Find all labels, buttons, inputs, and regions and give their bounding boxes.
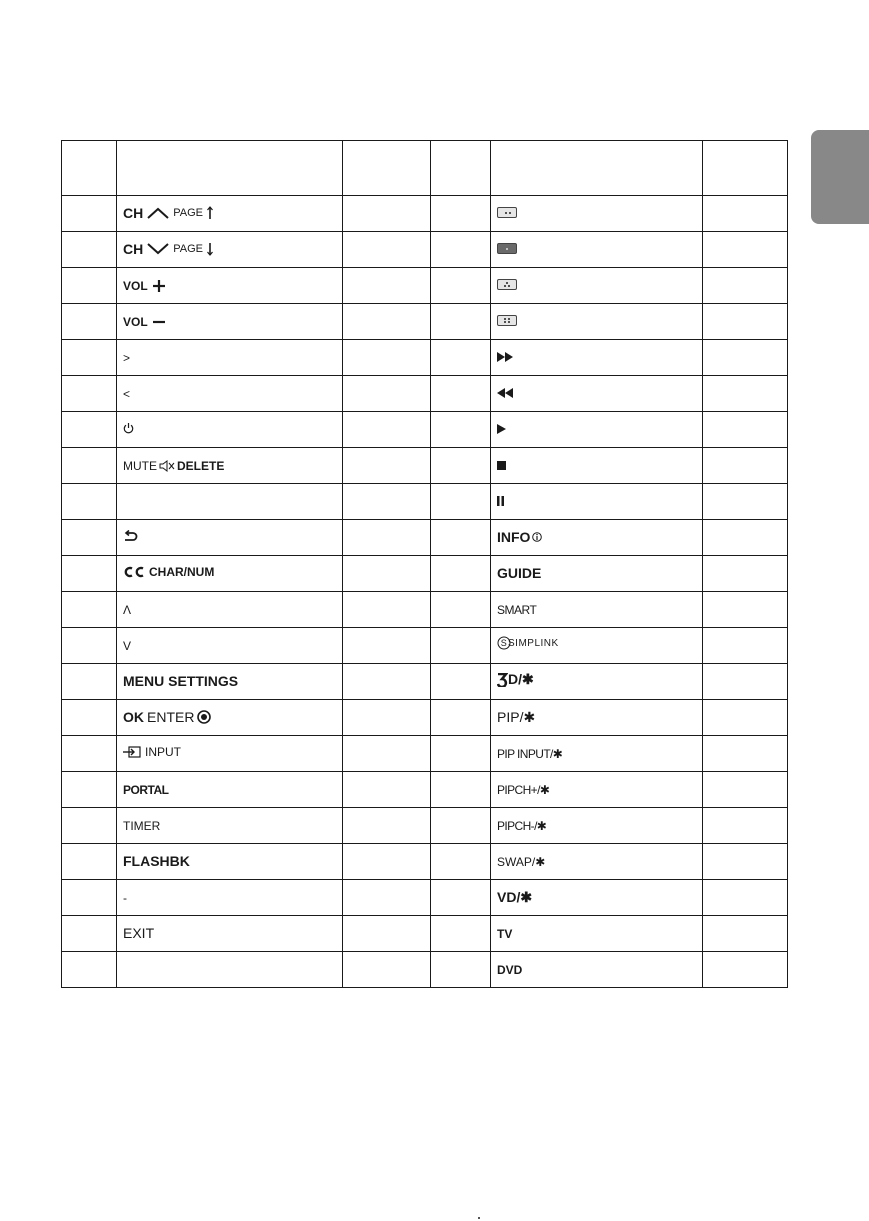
- table-row: [62, 232, 788, 268]
- key-back: [117, 530, 139, 542]
- key-portal: PORTAL: [123, 782, 169, 797]
- key-color-four-dots: [491, 315, 517, 326]
- color-button-icon: [497, 315, 517, 326]
- svg-text:S: S: [500, 638, 508, 648]
- table-row: [62, 916, 788, 952]
- table-row: [62, 376, 788, 412]
- table-row: [62, 196, 788, 232]
- key-tv: TV: [497, 926, 513, 941]
- language-tab: [811, 130, 869, 224]
- page-down-arrow-icon: [207, 242, 213, 256]
- key-cc-char-num: CHAR/NUM: [117, 565, 214, 579]
- key-ch-down-page-down: CH PAGE: [117, 241, 213, 257]
- key-ch-up-page-up: CH PAGE: [117, 205, 213, 221]
- table-row: [62, 880, 788, 916]
- color-button-icon: [497, 207, 517, 218]
- power-icon: [123, 422, 134, 434]
- key-swap: SWAP/✱: [497, 854, 546, 869]
- table-row: [62, 592, 788, 628]
- mute-icon: [159, 460, 175, 472]
- table-row: [62, 628, 788, 664]
- key-ok-enter: OK ENTER: [117, 709, 211, 725]
- table-row: [62, 664, 788, 700]
- table-row: [62, 304, 788, 340]
- color-button-icon: [497, 279, 517, 290]
- chevron-up-icon: [147, 207, 169, 219]
- header-cell: [343, 141, 431, 196]
- table-row: [62, 700, 788, 736]
- plus-icon: [152, 279, 166, 293]
- page-up-arrow-icon: [207, 206, 213, 220]
- key-timer: TIMER: [123, 818, 161, 833]
- key-simplink: S SIMPLINK: [491, 636, 559, 650]
- enter-icon: [197, 710, 211, 724]
- fast-forward-icon: [497, 352, 513, 362]
- key-guide: GUIDE: [497, 564, 542, 581]
- key-input: INPUT: [117, 745, 181, 759]
- 3d-icon: [497, 673, 508, 687]
- table-row: [62, 844, 788, 880]
- key-color-two-dots: [491, 207, 517, 218]
- key-vd: VD/✱: [497, 888, 533, 905]
- key-stop: [491, 461, 506, 470]
- key-dvd: DVD: [497, 962, 523, 977]
- header-cell: [62, 141, 117, 196]
- key-left: <: [123, 386, 131, 401]
- key-menu-settings: MENU SETTINGS: [123, 672, 239, 689]
- page-mark: [478, 1217, 480, 1219]
- key-flashbk: FLASHBK: [123, 852, 190, 869]
- table-row: [62, 268, 788, 304]
- key-vol-minus: VOL: [117, 315, 166, 329]
- key-3d: D/✱: [491, 671, 534, 688]
- key-pip: PIP/✱: [497, 708, 536, 725]
- key-vol-plus: VOL: [117, 279, 166, 293]
- key-color-one-dot: [491, 243, 517, 254]
- cc-icon: [123, 566, 145, 578]
- key-rewind: [491, 388, 513, 398]
- key-pip-input: PIP INPUT/✱: [497, 746, 563, 761]
- minus-icon: [152, 315, 166, 329]
- rewind-icon: [497, 388, 513, 398]
- table-row: [62, 736, 788, 772]
- key-down: V: [123, 638, 132, 653]
- table-row: [62, 808, 788, 844]
- key-pause: [491, 496, 504, 506]
- table-row: [62, 952, 788, 988]
- table-row: [62, 556, 788, 592]
- table-row: [62, 412, 788, 448]
- key-pipch-minus: PIPCH-/✱: [497, 818, 547, 833]
- table-row: [62, 520, 788, 556]
- key-up: Λ: [123, 602, 132, 617]
- key-play: [491, 424, 506, 434]
- key-mute-delete: MUTE DELETE: [123, 458, 225, 473]
- pause-icon: [497, 496, 504, 506]
- header-cell: [431, 141, 491, 196]
- key-power: [117, 422, 134, 434]
- key-info: INFO: [491, 529, 542, 545]
- chevron-down-icon: [147, 243, 169, 255]
- input-icon: [123, 746, 141, 758]
- key-exit: EXIT: [123, 924, 155, 941]
- play-icon: [497, 424, 506, 434]
- color-button-icon: [497, 243, 517, 254]
- header-cell: [703, 141, 788, 196]
- info-icon: [532, 532, 542, 542]
- key-dash: -: [123, 890, 127, 905]
- key-smart: SMART: [497, 602, 537, 617]
- header-cell: [491, 141, 703, 196]
- key-right: >: [123, 350, 131, 365]
- table-row: [62, 448, 788, 484]
- table-row: [62, 772, 788, 808]
- table-row: [62, 484, 788, 520]
- key-fast-forward: [491, 352, 513, 362]
- remote-code-table: [61, 140, 788, 988]
- key-color-three-dots: [491, 279, 517, 290]
- header-cell: [117, 141, 343, 196]
- table-row: [62, 340, 788, 376]
- table-header-row: [62, 141, 788, 196]
- key-pipch-plus: PIPCH+/✱: [497, 782, 550, 797]
- back-icon: [123, 530, 139, 542]
- stop-icon: [497, 461, 506, 470]
